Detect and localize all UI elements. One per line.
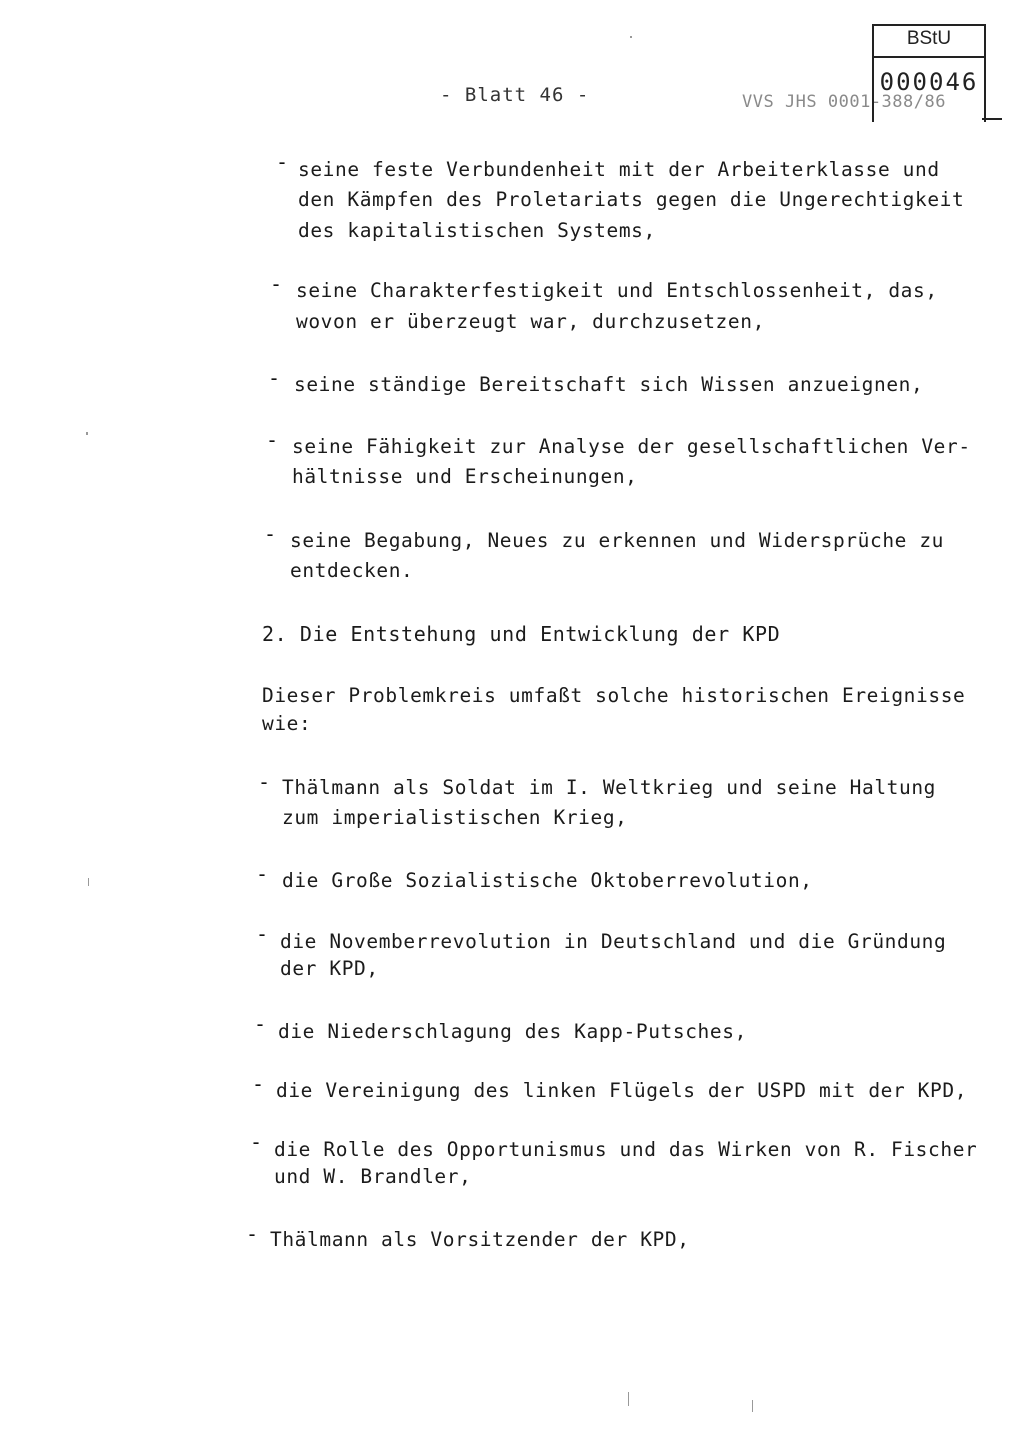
archive-stamp	[872, 24, 986, 122]
bullet-dash: -	[264, 522, 277, 546]
scan-speck	[630, 36, 632, 38]
list-item-line: seine Charakterfestigkeit und Entschlossenheit, das,	[296, 279, 938, 302]
list-item-line: die Vereinigung des linken Flügels der USPD mit der KPD,	[276, 1079, 968, 1102]
list-item-line: seine Begabung, Neues zu erkennen und Widersprüche zu	[290, 529, 945, 552]
list-item-line: und W. Brandler,	[274, 1165, 472, 1188]
stamp-underline	[982, 118, 1002, 120]
list-item-line: seine Fähigkeit zur Analyse der gesellschaftlichen Ver-	[292, 435, 971, 458]
list-item-line: die Niederschlagung des Kapp-Putsches,	[278, 1020, 747, 1043]
bullet-dash: -	[268, 366, 281, 390]
document-reference: VVS JHS 0001-388/86	[742, 92, 946, 112]
stamp-divider	[874, 56, 984, 58]
page-number: - Blatt 46 -	[440, 84, 590, 106]
list-item-line: seine feste Verbundenheit mit der Arbeiterklasse und	[298, 158, 940, 181]
bullet-dash: -	[254, 1012, 267, 1036]
list-item-line: zum imperialistischen Krieg,	[282, 806, 628, 829]
bullet-dash: -	[256, 862, 269, 886]
intro-line: wie:	[262, 712, 312, 735]
bullet-dash: -	[246, 1222, 259, 1246]
list-item-line: Thälmann als Vorsitzender der KPD,	[270, 1228, 690, 1251]
scan-speck	[86, 432, 88, 435]
bullet-dash: -	[252, 1072, 265, 1096]
bullet-dash: -	[250, 1130, 263, 1154]
list-item-line: entdecken.	[290, 559, 414, 582]
intro-line: Dieser Problemkreis umfaßt solche historischen Ereignisse	[262, 684, 966, 707]
bullet-dash: -	[256, 922, 269, 946]
list-item-line: seine ständige Bereitschaft sich Wissen anzueignen,	[294, 373, 924, 396]
list-item-line: wovon er überzeugt war, durchzusetzen,	[296, 310, 765, 333]
list-item-line: hältnisse und Erscheinungen,	[292, 465, 638, 488]
list-item-line: Thälmann als Soldat im I. Weltkrieg und seine Haltung	[282, 776, 937, 799]
list-item-line: des kapitalistischen Systems,	[298, 219, 656, 242]
bullet-dash: -	[258, 770, 271, 794]
stamp-number: 000046	[879, 68, 979, 96]
list-item-line: die Rolle des Opportunismus und das Wirken von R. Fischer	[274, 1138, 978, 1161]
list-item-line: die Große Sozialistische Oktoberrevolution,	[282, 869, 813, 892]
list-item-line: den Kämpfen des Proletariats gegen die Ungerechtigkeit	[298, 188, 965, 211]
list-item-line: die Novemberrevolution in Deutschland und die Gründung	[280, 930, 947, 953]
bullet-dash: -	[270, 272, 283, 296]
scan-speck	[628, 1392, 629, 1406]
scan-speck	[88, 878, 89, 886]
section-heading: 2. Die Entstehung und Entwicklung der KPD	[262, 622, 781, 646]
scan-speck	[752, 1400, 753, 1412]
bullet-dash: -	[276, 150, 289, 174]
bullet-dash: -	[266, 428, 279, 452]
stamp-org: BStU	[906, 28, 952, 49]
list-item-line: der KPD,	[280, 957, 379, 980]
